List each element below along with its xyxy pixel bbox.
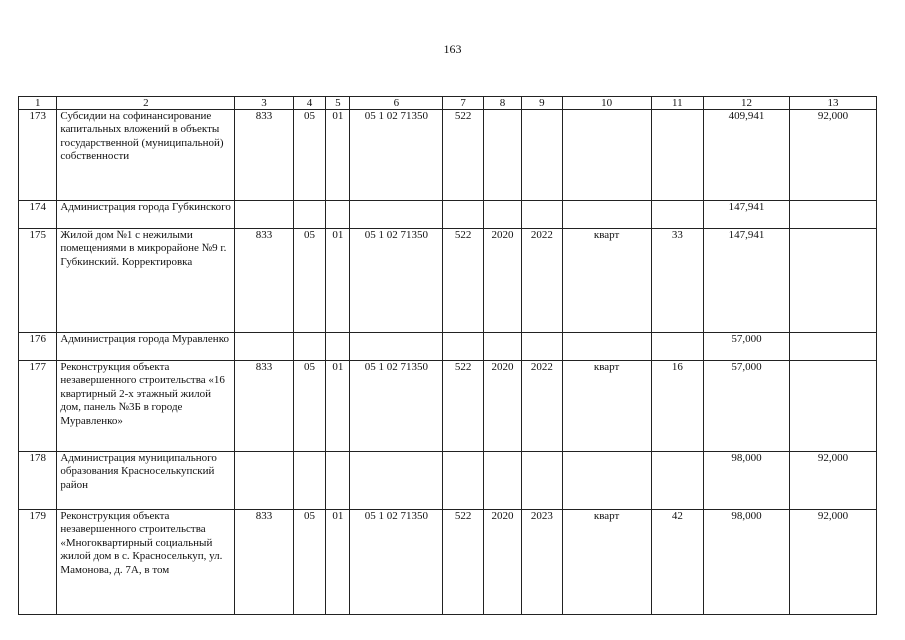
- row-name: Жилой дом №1 с нежилыми помещениями в микрорайоне №9 г. Губкинский. Корректировка: [57, 229, 235, 333]
- cell-col-4: 05: [293, 361, 325, 452]
- row-name: Реконструкция объекта незавершенного строительства «16 квартирный 2-х этажный жилой дом, панель №3Б в городе Муравленко»: [57, 361, 235, 452]
- cell-col-4: 05: [293, 110, 325, 201]
- cell-col-12: 98,000: [704, 510, 790, 615]
- row-number: 178: [19, 452, 57, 510]
- cell-col-7: 522: [443, 361, 483, 452]
- cell-col-3: [235, 452, 294, 510]
- cell-col-8: [483, 333, 521, 361]
- cell-col-7: [443, 333, 483, 361]
- cell-col-9: 2022: [522, 361, 562, 452]
- row-number: 177: [19, 361, 57, 452]
- cell-col-7: 522: [443, 510, 483, 615]
- cell-col-8: 2020: [483, 229, 521, 333]
- cell-col-3: 833: [235, 361, 294, 452]
- cell-col-12: 57,000: [704, 333, 790, 361]
- table-row: [19, 452, 877, 510]
- cell-col-12: 409,941: [704, 110, 790, 201]
- cell-col-11: [651, 452, 704, 510]
- cell-col-9: 2023: [522, 510, 562, 615]
- cell-col-5: [326, 201, 350, 229]
- cell-col-3: [235, 333, 294, 361]
- page-number: 163: [443, 42, 462, 56]
- header-col-6: 6: [350, 97, 443, 110]
- cell-col-4: 05: [293, 229, 325, 333]
- row-name: Субсидии на софинансирование капитальных вложений в объекты государственной (муниципальной) собственности: [57, 110, 235, 201]
- header-col-3: 3: [235, 97, 294, 110]
- cell-col-13: 92,000: [790, 510, 877, 615]
- cell-col-3: [235, 201, 294, 229]
- budget-table: [18, 96, 877, 615]
- cell-col-11: [651, 201, 704, 229]
- cell-col-5: 01: [326, 110, 350, 201]
- table-row: [19, 361, 877, 452]
- table-row: [19, 333, 877, 361]
- cell-col-10: [562, 110, 651, 201]
- cell-col-8: [483, 110, 521, 201]
- cell-col-7: 522: [443, 110, 483, 201]
- cell-col-11: [651, 333, 704, 361]
- cell-col-9: [522, 201, 562, 229]
- cell-col-13: [790, 333, 877, 361]
- table-row: [19, 229, 877, 333]
- cell-col-6: 05 1 02 71350: [350, 510, 443, 615]
- cell-col-5: [326, 333, 350, 361]
- cell-col-4: [293, 201, 325, 229]
- cell-col-12: 98,000: [704, 452, 790, 510]
- cell-col-7: [443, 452, 483, 510]
- cell-col-10: кварт: [562, 361, 651, 452]
- cell-col-6: 05 1 02 71350: [350, 110, 443, 201]
- header-col-5: 5: [326, 97, 350, 110]
- cell-col-3: 833: [235, 510, 294, 615]
- cell-col-8: [483, 201, 521, 229]
- cell-col-11: [651, 110, 704, 201]
- cell-col-9: 2022: [522, 229, 562, 333]
- cell-col-6: 05 1 02 71350: [350, 361, 443, 452]
- cell-col-11: 16: [651, 361, 704, 452]
- cell-col-6: [350, 201, 443, 229]
- header-col-13: 13: [790, 97, 877, 110]
- header-col-8: 8: [483, 97, 521, 110]
- header-col-12: 12: [704, 97, 790, 110]
- table-row: [19, 510, 877, 615]
- cell-col-12: 57,000: [704, 361, 790, 452]
- cell-col-10: [562, 452, 651, 510]
- cell-col-4: [293, 333, 325, 361]
- cell-col-12: 147,941: [704, 229, 790, 333]
- header-col-11: 11: [651, 97, 704, 110]
- cell-col-9: [522, 333, 562, 361]
- cell-col-13: 92,000: [790, 452, 877, 510]
- row-name: Администрация города Губкинского: [57, 201, 235, 229]
- row-name: Администрация города Муравленко: [57, 333, 235, 361]
- cell-col-11: 33: [651, 229, 704, 333]
- header-col-4: 4: [293, 97, 325, 110]
- cell-col-8: [483, 452, 521, 510]
- cell-col-10: [562, 333, 651, 361]
- cell-col-5: 01: [326, 229, 350, 333]
- cell-col-10: кварт: [562, 510, 651, 615]
- cell-col-3: 833: [235, 229, 294, 333]
- cell-col-7: 522: [443, 229, 483, 333]
- cell-col-5: 01: [326, 510, 350, 615]
- cell-col-4: [293, 452, 325, 510]
- cell-col-9: [522, 110, 562, 201]
- cell-col-8: 2020: [483, 361, 521, 452]
- row-name: Администрация муниципального образования Красноселькупский район: [57, 452, 235, 510]
- row-name: Реконструкция объекта незавершенного строительства «Многоквартирный социальный жилой дом в с. Красноселькуп, ул. Мамонова, д. 7А, в том: [57, 510, 235, 615]
- header-col-9: 9: [522, 97, 562, 110]
- header-col-2: 2: [57, 97, 235, 110]
- cell-col-5: 01: [326, 361, 350, 452]
- row-number: 179: [19, 510, 57, 615]
- cell-col-6: [350, 452, 443, 510]
- cell-col-6: 05 1 02 71350: [350, 229, 443, 333]
- cell-col-13: [790, 201, 877, 229]
- cell-col-6: [350, 333, 443, 361]
- cell-col-12: 147,941: [704, 201, 790, 229]
- cell-col-5: [326, 452, 350, 510]
- cell-col-13: 92,000: [790, 110, 877, 201]
- cell-col-11: 42: [651, 510, 704, 615]
- cell-col-13: [790, 229, 877, 333]
- header-col-10: 10: [562, 97, 651, 110]
- cell-col-9: [522, 452, 562, 510]
- cell-col-4: 05: [293, 510, 325, 615]
- cell-col-3: 833: [235, 110, 294, 201]
- cell-col-10: [562, 201, 651, 229]
- cell-col-13: [790, 361, 877, 452]
- cell-col-10: кварт: [562, 229, 651, 333]
- header-col-1: 1: [19, 97, 57, 110]
- cell-col-7: [443, 201, 483, 229]
- table-header: [19, 97, 877, 110]
- table-row: [19, 201, 877, 229]
- row-number: 176: [19, 333, 57, 361]
- table-row: [19, 110, 877, 201]
- row-number: 173: [19, 110, 57, 201]
- cell-col-8: 2020: [483, 510, 521, 615]
- row-number: 174: [19, 201, 57, 229]
- row-number: 175: [19, 229, 57, 333]
- header-col-7: 7: [443, 97, 483, 110]
